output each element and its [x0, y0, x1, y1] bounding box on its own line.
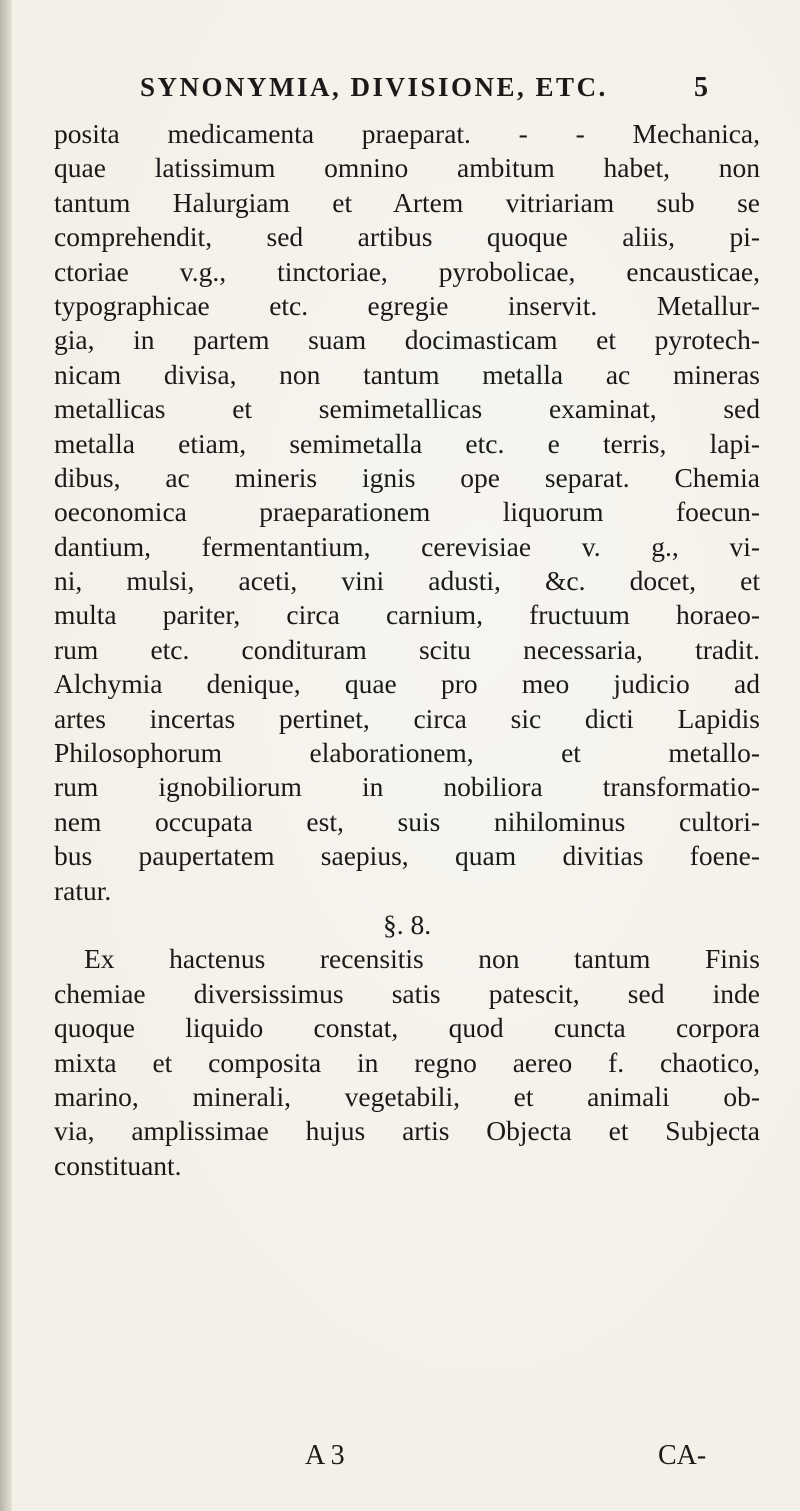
body-text: [54, 117, 760, 1183]
binding-gutter: [0, 0, 12, 1511]
text-line: ctoriae v.g., tinctoriae, pyrobolicae, encausticae,: [54, 255, 760, 287]
section-heading: §. 8.: [382, 908, 432, 940]
text-line: artes incertas pertinet, circa sic dicti Lapidis: [54, 702, 760, 734]
text-line: oeconomica praeparationem liquorum foecun-: [54, 496, 760, 528]
text-line: bus paupertatem saepius, quam divitias foene-: [54, 840, 760, 872]
text-line: gia, in partem suam docimasticam et pyrotech-: [54, 324, 760, 356]
page-footer: [0, 1440, 800, 1480]
text-line: nicam divisa, non tantum metalla ac mineras: [54, 358, 760, 390]
text-line: typographicae etc. egregie inservit. Metallur-: [54, 289, 760, 321]
text-line: metallicas et semimetallicas examinat, sed: [54, 393, 760, 425]
text-line: mixta et composita in regno aereo f. chaotico,: [54, 1046, 760, 1078]
text-line: via, amplissimae hujus artis Objecta et Subjecta: [54, 1115, 760, 1147]
text-line: metalla etiam, semimetalla etc. e terris, lapi-: [54, 427, 760, 459]
running-title: SYNONYMIA, DIVISIONE, ETC.: [140, 72, 608, 102]
text-line: ni, mulsi, aceti, vini adusti, &c. docet, et: [54, 565, 760, 597]
text-line: quae latissimum omnino ambitum habet, non: [54, 152, 760, 184]
page-header: [140, 72, 708, 112]
text-line: dantium, fermentantium, cerevisiae v. g., vi-: [54, 530, 760, 562]
text-line: multa pariter, circa carnium, fructuum horaeo-: [54, 599, 760, 631]
text-line: rum etc. condituram scitu necessaria, tradit.: [54, 633, 760, 665]
text-line: quoque liquido constat, quod cuncta corpora: [54, 1012, 760, 1044]
text-line: posita medicamenta praeparat. - - Mechanica,: [54, 118, 760, 149]
text-line: rum ignobiliorum in nobiliora transformatio-: [54, 771, 760, 803]
catchword: CA-: [658, 1440, 707, 1471]
text-line: tantum Halurgiam et Artem vitriariam sub se: [54, 186, 760, 218]
text-line: marino, minerali, vegetabili, et animali ob-: [54, 1080, 760, 1112]
text-line: dibus, ac mineris ignis ope separat. Chemia: [54, 461, 760, 493]
text-line: Philosophorum elaborationem, et metallo-: [54, 737, 760, 769]
text-line: nem occupata est, suis nihilominus cultori-: [54, 805, 760, 837]
page-number: 5: [694, 72, 708, 103]
text-line: constituant.: [54, 1149, 182, 1181]
signature-mark: A 3: [305, 1440, 345, 1471]
text-line: Alchymia denique, quae pro meo judicio ad: [54, 668, 760, 700]
text-line: comprehendit, sed artibus quoque aliis, pi-: [54, 221, 760, 253]
text-line: ratur.: [54, 874, 112, 906]
text-line: chemiae diversissimus satis patescit, sed inde: [54, 977, 760, 1009]
text-line: Ex hactenus recensitis non tantum Finis: [84, 943, 760, 975]
